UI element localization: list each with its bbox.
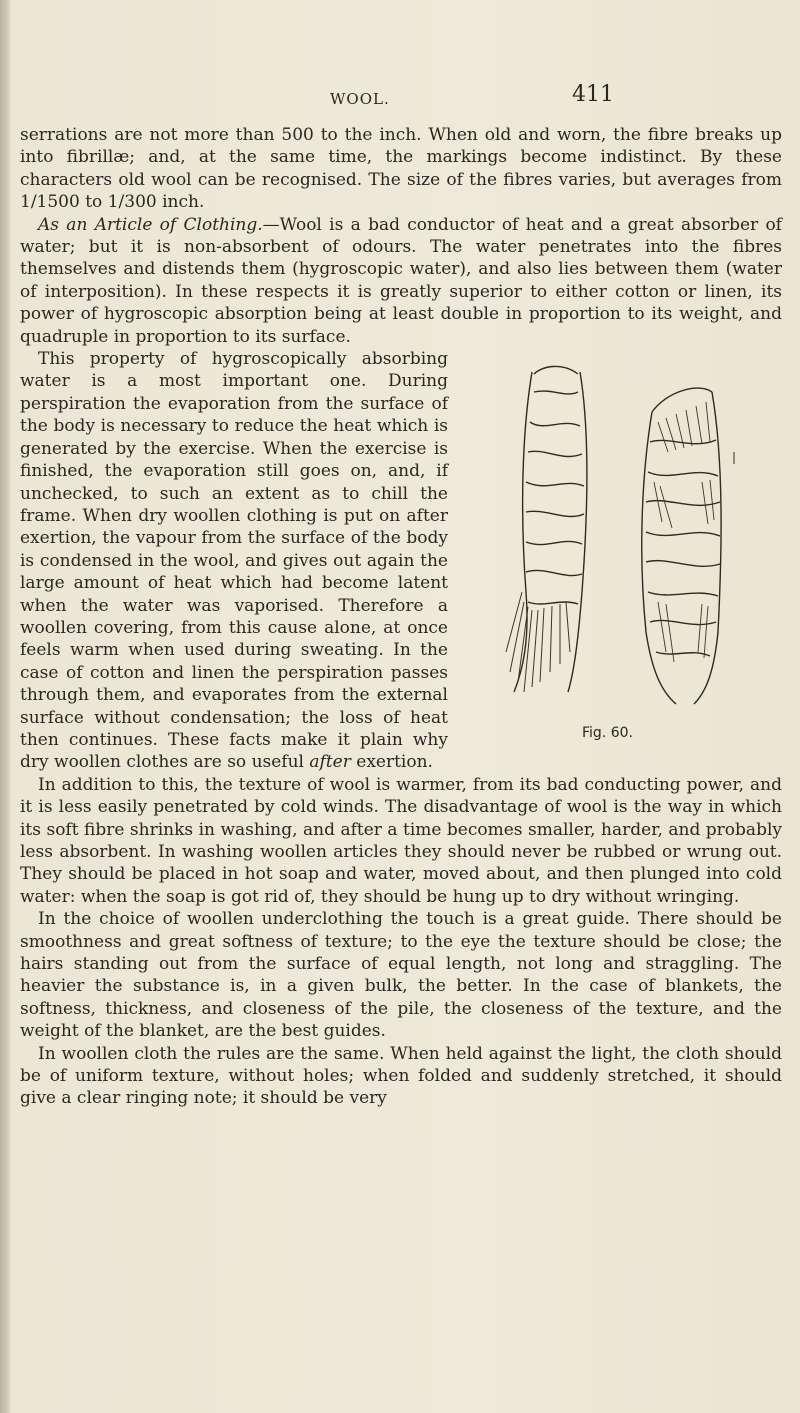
paragraph-2: As an Article of Clothing.—Wool is a bad conductor of heat and a great absorber of water; but it is non-absorbent of odours. The water penetrates into the fibres themselves and distends them (hygroscopic water), and also lies between them (water of interposition). In these respects it is greatly superior to either cotton or linen, its power of hygroscopic absorption being at least double in proportion to its weight, and quadruple in proportion to its surface. bbox=[20, 214, 782, 347]
page-number: 411 bbox=[572, 82, 614, 107]
fraction-2: 1/300 bbox=[107, 192, 157, 213]
paragraph-3: This property of hygroscopically absorbing water is a most important one. During perspiration the evaporation from the surface of the body is necessary to reduce the heat which is generated by the exercise. When the exercise is finished, the evaporation still goes on, and, if unchecked, to such an extent as to chill the frame. When dry woollen clothing is put on after exertion, the vapour from the surface of the body is condensed in the wool, and gives out again the large amount of heat which had become latent when the water was vaporised. Therefore a woollen covering, from this cause alone, at once feels warm when used during sweating. In the case of cotton and linen the perspiration passes through them, and evaporates from the external surface without condensation; the loss of heat then continues. These facts make it plain why dry woollen clothes are so useful after exertion. bbox=[20, 349, 448, 773]
paragraph-6: In woollen cloth the rules are the same. When held against the light, the cloth should be of uniform texture, without holes; when folded and suddenly stretched, it should give a clear ringing note; it should be very bbox=[20, 1043, 782, 1109]
section-heading: As an Article of Clothing. bbox=[38, 214, 263, 235]
figure-caption: Fig. 60. bbox=[582, 725, 633, 742]
left-fibre-hairs bbox=[506, 592, 570, 692]
page-header bbox=[0, 82, 800, 112]
running-title: WOOL. bbox=[330, 90, 390, 108]
fraction-1: 1/1500 bbox=[20, 192, 80, 213]
paragraph-4: In addition to this, the texture of wool is warmer, from its bad conducting power, and it is less easily penetrated by cold winds. The disadvantage of wool is the way in which its soft fibre shrinks in washing, and after a time becomes smaller, harder, and probably less absorbent. In washing woollen articles they should never be rubbed or wrung out. They should be placed in hot soap and water, moved about, and then plunged into cold water: when the soap is got rid of, they should be hung up to dry without wringing. bbox=[20, 774, 782, 907]
paragraph-1: serrations are not more than 500 to the inch. When old and worn, the fibre breaks up into fibrillæ; and, at the same time, the markings become indistinct. By these characters old wool can be recognised. The size of the fibres varies, but averages from 1/1500 to 1/300 inch. bbox=[20, 125, 782, 213]
figure-60 bbox=[462, 352, 782, 744]
body-text bbox=[20, 124, 782, 1110]
page-gutter bbox=[0, 0, 10, 1413]
wool-fibre-illustration bbox=[462, 352, 782, 744]
paragraph-5: In the choice of woollen underclothing the touch is a great guide. There should be smoothness and great softness of texture; to the eye the texture should be close; the hairs standing out from the surface of equal length, not long and straggling. The heavier the substance is, in a given bulk, the better. In the case of blankets, the softness, thickness, and closeness of the pile, the closeness of the texture, and the weight of the blanket, are the best guides. bbox=[20, 909, 782, 1042]
